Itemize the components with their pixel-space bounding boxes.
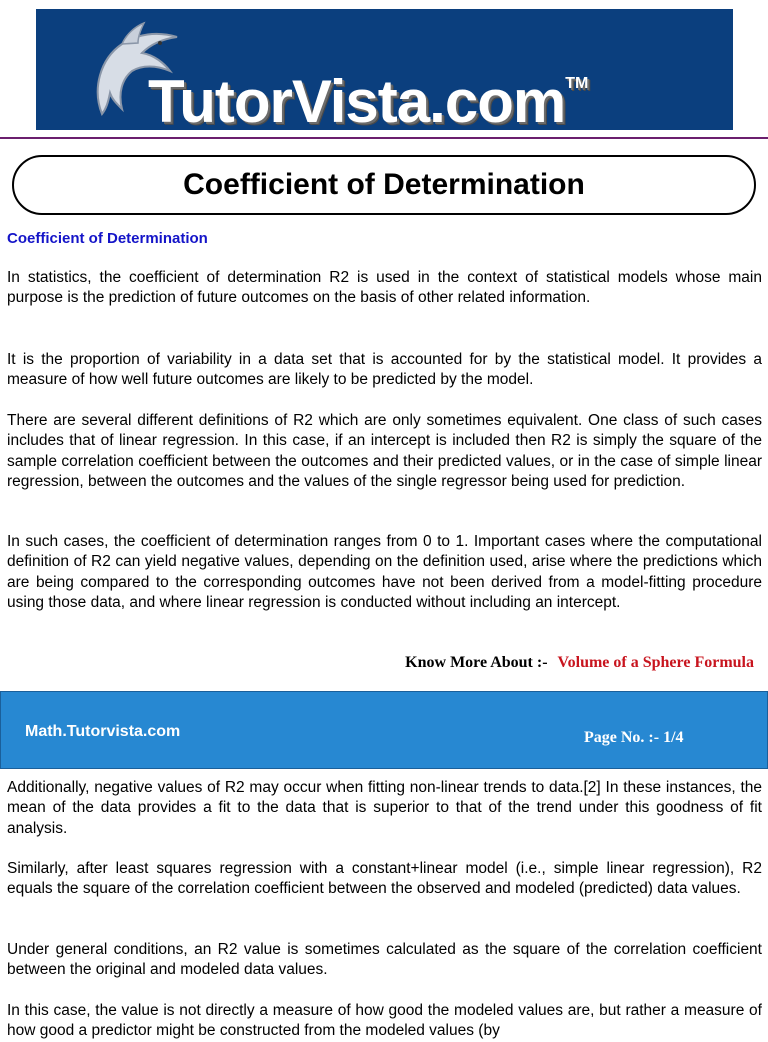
paragraph: Similarly, after least squares regression with a constant+linear model (i.e., simple linear regression), R2 equals the square of the correlation coefficient between the observed and modeled (predicted) data values.: [7, 860, 762, 898]
paragraph: It is the proportion of variability in a data set that is accounted for by the statistical model. It provides a measure of how well future outcomes are likely to be predicted by the model.: [7, 351, 762, 389]
footer-site-link[interactable]: Math.Tutorvista.com: [25, 723, 181, 740]
page-footer: [0, 691, 768, 769]
paragraph: In this case, the value is not directly a measure of how good the modeled values are, but rather a measure of how good a predictor might be constructed from the modeled values (by: [7, 1002, 762, 1040]
paragraph: Under general conditions, an R2 value is sometimes calculated as the square of the correlation coefficient between the original and modeled data values.: [7, 941, 762, 979]
logo-text: TutorVista.com: [148, 68, 566, 130]
paragraph: There are several different definitions of R2 which are only sometimes equivalent. One class of such cases includes that of linear regression. In this case, if an intercept is included then R2 is simply the square of the sample correlation coefficient between the outcomes and their predicted values, or in the case of simple linear regression, between the outcomes and the values of the single regressor being used for prediction.: [7, 412, 762, 490]
trademark-mark: TM: [565, 75, 589, 92]
header-banner: [36, 9, 733, 130]
paragraph: In such cases, the coefficient of determination ranges from 0 to 1. Important cases where the computational definition of R2 can yield negative values, depending on the definition used, arise where the predictions which are being compared to the corresponding outcomes have not been derived from a model-fitting procedure using those data, and where linear regression is conducted without including an intercept.: [7, 533, 762, 611]
page-title: Coefficient of Determination: [183, 168, 585, 201]
paragraph: In statistics, the coefficient of determination R2 is used in the context of statistical models whose main purpose is the prediction of future outcomes on the basis of other related information.: [7, 269, 762, 307]
paragraph: Additionally, negative values of R2 may occur when fitting non-linear trends to data.[2] In these instances, the mean of the data provides a fit to the data that is superior to that of the trend under this goodness of fit analysis.: [7, 779, 762, 837]
header-divider: [0, 137, 768, 139]
know-more-label: Know More About :-: [405, 654, 548, 671]
page-number: Page No. :- 1/4: [584, 729, 684, 746]
know-more-link[interactable]: Volume of a Sphere Formula: [557, 654, 754, 671]
title-box: [12, 155, 756, 215]
know-more: [405, 654, 754, 672]
section-heading: Coefficient of Determination: [7, 230, 208, 247]
logo-wordmark[interactable]: [148, 67, 588, 130]
